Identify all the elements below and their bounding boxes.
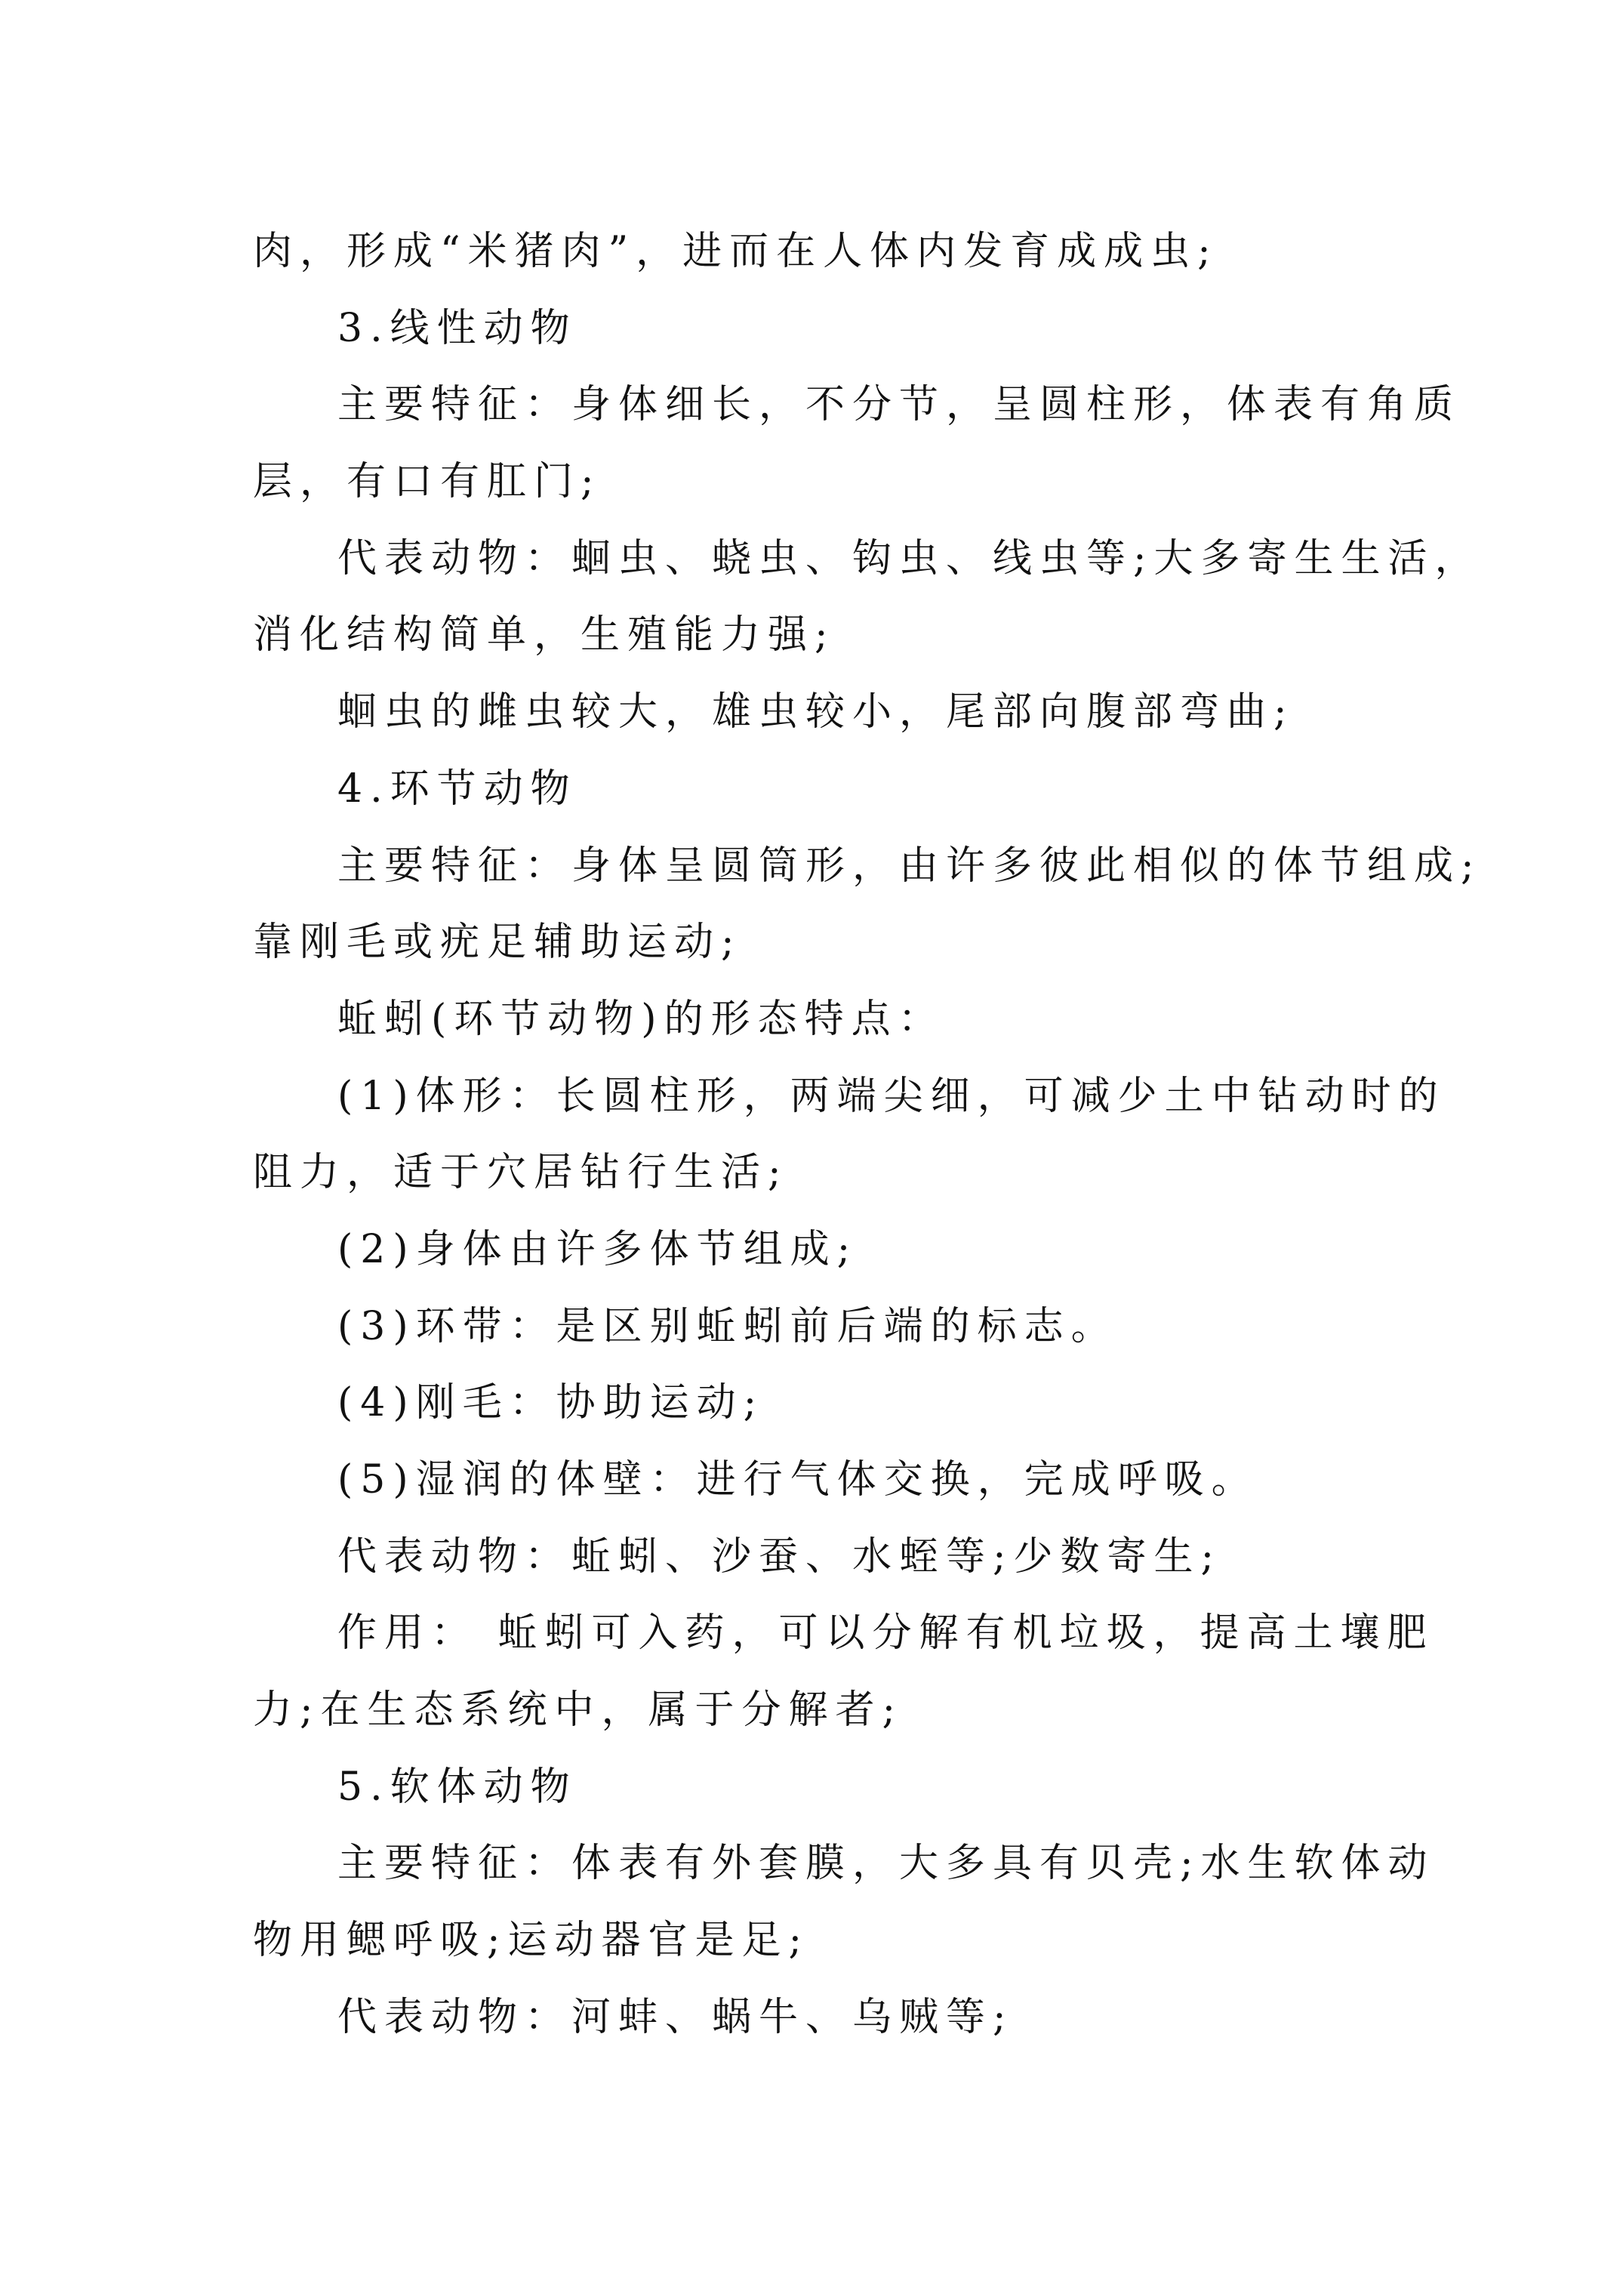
paragraph-line: 主要特征：身体细长，不分节，呈圆柱形，体表有角质 bbox=[337, 382, 1461, 428]
list-item: (2)身体由许多体节组成; bbox=[337, 1226, 858, 1272]
list-item: (1)体形：长圆柱形，两端尖细，可减少土中钻动时的 bbox=[337, 1073, 1446, 1119]
list-item: (3)环带：是区别蚯蚓前后端的标志。 bbox=[337, 1303, 1118, 1349]
paragraph-continuation: 肉，形成“米猪肉”，进而在人体内发育成成虫; bbox=[253, 229, 1218, 274]
paragraph-line: 主要特征：身体呈圆筒形，由许多彼此相似的体节组成; bbox=[337, 843, 1482, 889]
paragraph-line: 代表动物：蛔虫、蛲虫、钩虫、线虫等;大多寄生生活， bbox=[337, 535, 1482, 581]
paragraph-line: 力;在生态系统中，属于分解者; bbox=[253, 1687, 904, 1734]
paragraph-line: 阻力，适于穴居钻行生活; bbox=[253, 1150, 789, 1196]
list-item: (4)刚毛：协助运动; bbox=[337, 1380, 765, 1426]
paragraph-line: 作用： 蚯蚓可入药，可以分解有机垃圾，提高土壤肥 bbox=[337, 1610, 1434, 1657]
section-heading-annelids: 4.环节动物 bbox=[337, 766, 577, 812]
section-heading-mollusks: 5.软体动物 bbox=[337, 1764, 577, 1810]
paragraph-line: 主要特征：体表有外套膜，大多具有贝壳;水生软体动 bbox=[337, 1841, 1435, 1887]
paragraph-line: 靠刚毛或疣足辅助运动; bbox=[253, 920, 742, 966]
section-heading-nematodes: 3.线性动物 bbox=[337, 305, 577, 351]
document-body bbox=[253, 214, 1482, 2057]
list-item: (5)湿润的体壁：进行气体交换，完成呼吸。 bbox=[337, 1457, 1258, 1502]
paragraph-line: 蛔虫的雌虫较大，雄虫较小，尾部向腹部弯曲; bbox=[337, 689, 1295, 735]
paragraph-line: 物用鳃呼吸;运动器官是足; bbox=[253, 1918, 810, 1964]
paragraph-line: 消化结构简单，生殖能力强; bbox=[253, 612, 836, 658]
paragraph-line: 层，有口有肛门; bbox=[253, 459, 602, 505]
paragraph-line: 代表动物：蚯蚓、沙蚕、水蛭等;少数寄生; bbox=[337, 1533, 1222, 1579]
paragraph-line: 蚯蚓(环节动物)的形态特点： bbox=[337, 996, 945, 1042]
paragraph-line: 代表动物：河蚌、蜗牛、乌贼等; bbox=[337, 1994, 1014, 2040]
